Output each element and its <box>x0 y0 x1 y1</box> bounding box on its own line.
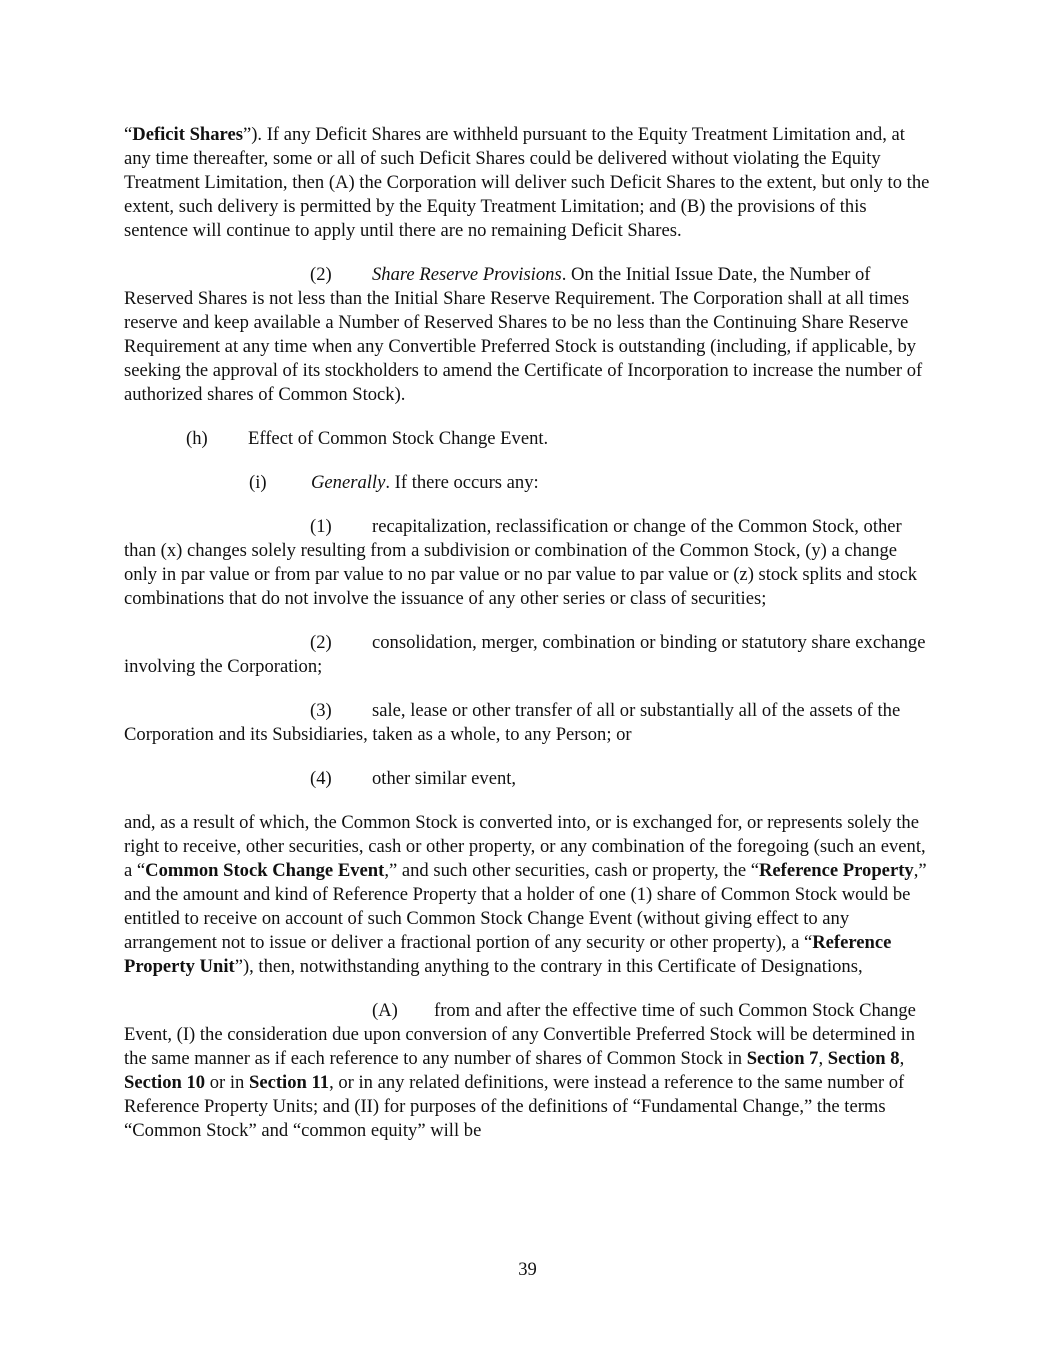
section-reference: Section 10 <box>124 1072 206 1093</box>
indent-spacer <box>124 264 310 285</box>
section-marker: (2) <box>310 264 332 285</box>
indent-spacer <box>124 632 310 653</box>
document-page <box>124 123 934 1143</box>
indent-spacer <box>124 700 310 721</box>
text-segment: ”), then, notwithstanding anything to the contrary in this Certificate of Designations, <box>234 956 863 977</box>
section-marker: (i) <box>249 472 267 493</box>
section-heading-h <box>124 427 934 451</box>
section-title: Effect of Common Stock Change Event. <box>248 428 549 449</box>
text-segment: . On the Initial Issue Date, the Number of Reserved Shares is not less than the Initial Share Reserve Requirement. The Corporation shall at all times reserve and keep available a Number of Reserved Shares to be no less than the Continuing Share Reserve Requirement at any time when any Convertible Preferred Stock is outstanding (including, if applicable, by seeking the approval of its stockholders to amend the Certificate of Incorporation to increase the number of authorized shares of Common Stock). <box>124 264 923 405</box>
indent-spacer <box>124 768 310 789</box>
text-segment: , <box>899 1048 905 1069</box>
item-text: other similar event, <box>372 768 517 789</box>
list-item-1 <box>124 515 934 611</box>
section-reference: Section 11 <box>249 1072 330 1093</box>
text-segment: ”). If any Deficit Shares are withheld pursuant to the Equity Treatment Limitation and, at any time thereafter, some or all of such Deficit Shares could be delivered without violating the Equity Treatment Limitation, then (A) the Corporation will deliver such Deficit Shares to the extent, but only to the extent, such delivery is permitted by the Equity Treatment Limitation; and (B) the provisions of this sentence will continue to apply until there are no remaining Deficit Shares. <box>124 124 930 241</box>
indent-spacer <box>124 516 310 537</box>
section-marker: (h) <box>186 428 208 449</box>
clause-marker: (A) <box>372 1000 398 1021</box>
paragraph-common-stock-change-event <box>124 811 934 979</box>
text-segment: , or in any related definitions, were instead a reference to the same number of Reference Property Units; and (II) for purposes of the definitions of “Fundamental Change,” the terms “Common Stock” and “common equity” will be <box>124 1072 905 1141</box>
item-marker: (1) <box>310 516 332 537</box>
section-reference: Section 7 <box>746 1048 819 1069</box>
section-title: Generally <box>311 472 386 493</box>
item-marker: (3) <box>310 700 332 721</box>
list-item-3 <box>124 699 934 747</box>
text-segment: , <box>818 1048 828 1069</box>
item-text: consolidation, merger, combination or binding or statutory share exchange involving the Corporation; <box>124 632 926 677</box>
list-item-2 <box>124 631 934 679</box>
indent-spacer <box>124 1000 372 1021</box>
text-segment: . If there occurs any: <box>385 472 539 493</box>
text-segment: “ <box>124 124 133 145</box>
subsection-heading-i <box>124 471 934 495</box>
list-item-4 <box>124 767 934 791</box>
item-marker: (4) <box>310 768 332 789</box>
paragraph-clause-a <box>124 999 934 1143</box>
text-segment: from and after the effective time of such Common Stock Change Event, (I) the consideration due upon conversion of any Convertible Preferred Stock will be determined in the same manner as if each reference to any number of shares of Common Stock in <box>124 1000 916 1069</box>
paragraph-share-reserve <box>124 263 934 407</box>
section-reference: Section 8 <box>827 1048 900 1069</box>
defined-term: Reference Property Unit <box>124 932 892 977</box>
text-segment: ,” and the amount and kind of Reference Property that a holder of one (1) share of Common Stock would be entitled to receive on account of such Common Stock Change Event (without giving effect to any arrangement not to issue or deliver a fractional portion of any security or other property), a “ <box>124 860 927 953</box>
defined-term: Common Stock Change Event <box>145 860 385 881</box>
text-segment: and, as a result of which, the Common Stock is converted into, or is exchanged for, or represents solely the right to receive, other securities, cash or other property, or any combination of the foregoing (such an event, a “ <box>124 812 926 881</box>
text-segment: or in <box>205 1072 249 1093</box>
defined-term: Reference Property <box>758 860 914 881</box>
section-title: Share Reserve Provisions <box>372 264 562 285</box>
text-segment: ,” and such other securities, cash or property, the “ <box>384 860 759 881</box>
item-marker: (2) <box>310 632 332 653</box>
defined-term: Deficit Shares <box>132 124 243 145</box>
page-number: 39 <box>518 1259 537 1280</box>
item-text: recapitalization, reclassification or change of the Common Stock, other than (x) changes solely resulting from a subdivision or combination of the Common Stock, (y) a change only in par value or from par value to no par value or no par value to par value or (z) stock splits and stock combinations that do not involve the issuance of any other series or class of securities; <box>124 516 918 609</box>
item-text: sale, lease or other transfer of all or substantially all of the assets of the Corporation and its Subsidiaries, taken as a whole, to any Person; or <box>124 700 901 745</box>
paragraph-deficit-shares <box>124 123 934 243</box>
